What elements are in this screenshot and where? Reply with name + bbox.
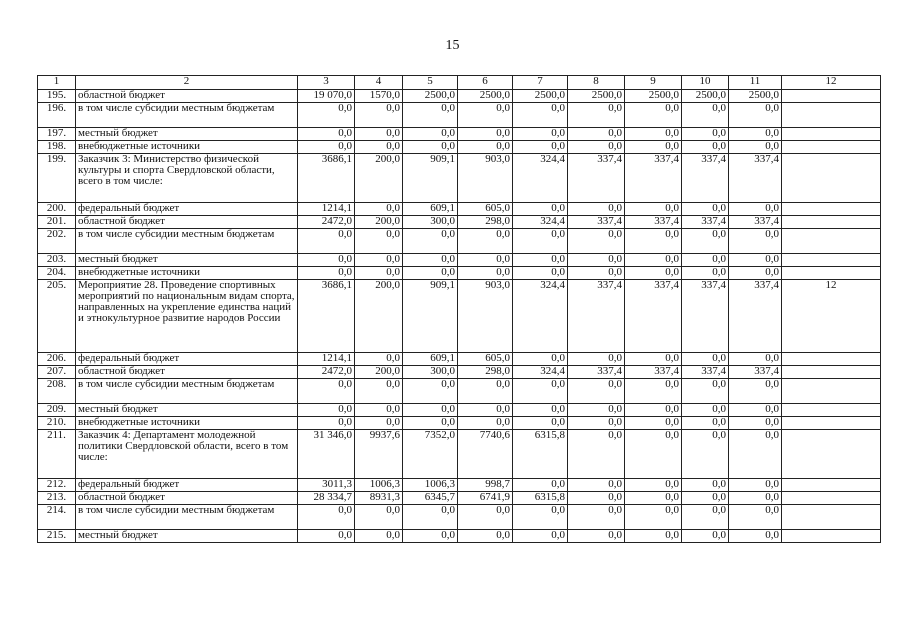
- cell-year-2018: 0,0: [568, 254, 625, 267]
- cell-year-2016: 0,0: [458, 417, 513, 430]
- table-row: [38, 216, 881, 229]
- cell-year-2014: 0,0: [355, 128, 403, 141]
- cell-year-2017: 0,0: [513, 229, 568, 254]
- cell-year-2018: 0,0: [568, 430, 625, 479]
- cell-year-2019: 0,0: [625, 103, 682, 128]
- cell-year-2017: 324,4: [513, 280, 568, 353]
- cell-target-ref: 12: [782, 280, 881, 353]
- cell-item-name: федеральный бюджет: [76, 353, 298, 366]
- cell-year-2016: 998,7: [458, 479, 513, 492]
- table-row: [38, 229, 881, 254]
- column-header-4: 4: [355, 76, 403, 90]
- cell-year-2020: 0,0: [682, 492, 729, 505]
- cell-year-2015: 609,1: [403, 353, 458, 366]
- cell-year-2021: 0,0: [729, 353, 782, 366]
- cell-total: 2472,0: [298, 366, 355, 379]
- cell-year-2016: 903,0: [458, 154, 513, 203]
- cell-year-2020: 0,0: [682, 353, 729, 366]
- cell-target-ref: [782, 267, 881, 280]
- cell-year-2018: 337,4: [568, 280, 625, 353]
- cell-year-2020: 2500,0: [682, 90, 729, 103]
- cell-year-2021: 0,0: [729, 417, 782, 430]
- table-row: [38, 353, 881, 366]
- cell-row-number: 202.: [38, 229, 76, 254]
- cell-year-2019: 0,0: [625, 505, 682, 530]
- cell-year-2018: 0,0: [568, 404, 625, 417]
- table-row: [38, 103, 881, 128]
- cell-year-2016: 0,0: [458, 379, 513, 404]
- cell-total: 3686,1: [298, 280, 355, 353]
- cell-year-2016: 0,0: [458, 103, 513, 128]
- cell-year-2019: 0,0: [625, 254, 682, 267]
- cell-year-2015: 0,0: [403, 267, 458, 280]
- cell-year-2016: 2500,0: [458, 90, 513, 103]
- cell-year-2014: 0,0: [355, 141, 403, 154]
- cell-year-2018: 337,4: [568, 366, 625, 379]
- cell-year-2016: 0,0: [458, 229, 513, 254]
- cell-year-2020: 337,4: [682, 216, 729, 229]
- cell-target-ref: [782, 505, 881, 530]
- cell-year-2016: 0,0: [458, 530, 513, 543]
- cell-year-2016: 0,0: [458, 267, 513, 280]
- cell-year-2017: 0,0: [513, 353, 568, 366]
- cell-year-2016: 0,0: [458, 404, 513, 417]
- cell-item-name: местный бюджет: [76, 254, 298, 267]
- cell-year-2019: 0,0: [625, 479, 682, 492]
- table-row: [38, 430, 881, 479]
- cell-year-2016: 0,0: [458, 141, 513, 154]
- cell-item-name: Заказчик 3: Министерство физической культуры и спорта Свердловской области, всего в том числе:: [76, 154, 298, 203]
- column-header-12: 12: [782, 76, 881, 90]
- cell-target-ref: [782, 530, 881, 543]
- cell-year-2015: 1006,3: [403, 479, 458, 492]
- table-row: [38, 530, 881, 543]
- cell-item-name: местный бюджет: [76, 530, 298, 543]
- cell-year-2015: 6345,7: [403, 492, 458, 505]
- cell-row-number: 209.: [38, 404, 76, 417]
- cell-year-2016: 0,0: [458, 128, 513, 141]
- cell-target-ref: [782, 492, 881, 505]
- cell-year-2014: 200,0: [355, 366, 403, 379]
- cell-year-2018: 0,0: [568, 267, 625, 280]
- column-header-11: 11: [729, 76, 782, 90]
- cell-year-2017: 324,4: [513, 154, 568, 203]
- cell-year-2014: 200,0: [355, 154, 403, 203]
- cell-year-2017: 0,0: [513, 379, 568, 404]
- table-row: [38, 505, 881, 530]
- table-row: [38, 154, 881, 203]
- cell-year-2015: 0,0: [403, 128, 458, 141]
- cell-year-2016: 6741,9: [458, 492, 513, 505]
- cell-year-2020: 0,0: [682, 229, 729, 254]
- cell-year-2014: 0,0: [355, 379, 403, 404]
- cell-item-name: в том числе субсидии местным бюджетам: [76, 379, 298, 404]
- cell-year-2018: 0,0: [568, 353, 625, 366]
- cell-year-2016: 298,0: [458, 216, 513, 229]
- cell-total: 0,0: [298, 229, 355, 254]
- table-row: [38, 267, 881, 280]
- cell-year-2019: 0,0: [625, 267, 682, 280]
- budget-table: [37, 75, 881, 543]
- table-row: [38, 479, 881, 492]
- cell-year-2020: 0,0: [682, 128, 729, 141]
- cell-year-2015: 300,0: [403, 216, 458, 229]
- cell-year-2021: 0,0: [729, 492, 782, 505]
- table-body: [38, 90, 881, 543]
- cell-year-2020: 0,0: [682, 203, 729, 216]
- cell-row-number: 207.: [38, 366, 76, 379]
- cell-year-2020: 0,0: [682, 254, 729, 267]
- cell-year-2017: 0,0: [513, 141, 568, 154]
- cell-year-2020: 0,0: [682, 430, 729, 479]
- cell-row-number: 204.: [38, 267, 76, 280]
- cell-year-2020: 0,0: [682, 267, 729, 280]
- cell-year-2017: 0,0: [513, 479, 568, 492]
- cell-year-2017: 0,0: [513, 103, 568, 128]
- cell-year-2015: 0,0: [403, 103, 458, 128]
- cell-year-2018: 0,0: [568, 229, 625, 254]
- cell-target-ref: [782, 353, 881, 366]
- table-row: [38, 90, 881, 103]
- cell-year-2021: 0,0: [729, 267, 782, 280]
- cell-item-name: в том числе субсидии местным бюджетам: [76, 505, 298, 530]
- cell-year-2020: 0,0: [682, 103, 729, 128]
- cell-year-2014: 1570,0: [355, 90, 403, 103]
- cell-year-2015: 0,0: [403, 254, 458, 267]
- cell-target-ref: [782, 90, 881, 103]
- cell-year-2019: 0,0: [625, 404, 682, 417]
- cell-year-2017: 324,4: [513, 216, 568, 229]
- cell-year-2021: 2500,0: [729, 90, 782, 103]
- cell-target-ref: [782, 141, 881, 154]
- cell-year-2020: 0,0: [682, 379, 729, 404]
- cell-year-2021: 0,0: [729, 379, 782, 404]
- cell-item-name: Мероприятие 28. Проведение спортивных мероприятий по национальным видам спорта, направленных на укрепление единства наций и этнокультурное развитие народов России: [76, 280, 298, 353]
- cell-year-2021: 0,0: [729, 229, 782, 254]
- cell-row-number: 213.: [38, 492, 76, 505]
- cell-year-2017: 0,0: [513, 203, 568, 216]
- cell-item-name: внебюджетные источники: [76, 417, 298, 430]
- cell-year-2017: 2500,0: [513, 90, 568, 103]
- cell-year-2015: 909,1: [403, 280, 458, 353]
- cell-year-2021: 0,0: [729, 404, 782, 417]
- cell-total: 0,0: [298, 103, 355, 128]
- cell-year-2014: 0,0: [355, 254, 403, 267]
- cell-year-2018: 2500,0: [568, 90, 625, 103]
- cell-year-2019: 337,4: [625, 280, 682, 353]
- cell-year-2018: 0,0: [568, 203, 625, 216]
- table-row: [38, 492, 881, 505]
- cell-total: 0,0: [298, 141, 355, 154]
- cell-year-2018: 0,0: [568, 505, 625, 530]
- cell-year-2021: 337,4: [729, 154, 782, 203]
- cell-row-number: 212.: [38, 479, 76, 492]
- cell-year-2016: 903,0: [458, 280, 513, 353]
- cell-row-number: 197.: [38, 128, 76, 141]
- column-header-6: 6: [458, 76, 513, 90]
- cell-year-2015: 0,0: [403, 530, 458, 543]
- cell-year-2016: 0,0: [458, 254, 513, 267]
- cell-item-name: областной бюджет: [76, 90, 298, 103]
- cell-year-2014: 1006,3: [355, 479, 403, 492]
- cell-year-2018: 0,0: [568, 379, 625, 404]
- cell-total: 0,0: [298, 530, 355, 543]
- table-row: [38, 404, 881, 417]
- cell-item-name: местный бюджет: [76, 404, 298, 417]
- cell-item-name: областной бюджет: [76, 492, 298, 505]
- cell-year-2015: 0,0: [403, 141, 458, 154]
- cell-row-number: 203.: [38, 254, 76, 267]
- cell-item-name: внебюджетные источники: [76, 267, 298, 280]
- cell-total: 0,0: [298, 254, 355, 267]
- cell-item-name: федеральный бюджет: [76, 203, 298, 216]
- cell-year-2015: 609,1: [403, 203, 458, 216]
- cell-item-name: внебюджетные источники: [76, 141, 298, 154]
- cell-year-2021: 0,0: [729, 254, 782, 267]
- cell-year-2017: 0,0: [513, 530, 568, 543]
- cell-year-2020: 0,0: [682, 505, 729, 530]
- cell-target-ref: [782, 103, 881, 128]
- cell-year-2016: 298,0: [458, 366, 513, 379]
- cell-year-2020: 0,0: [682, 404, 729, 417]
- cell-year-2018: 0,0: [568, 417, 625, 430]
- cell-year-2016: 0,0: [458, 505, 513, 530]
- cell-row-number: 208.: [38, 379, 76, 404]
- cell-total: 28 334,7: [298, 492, 355, 505]
- cell-year-2015: 7352,0: [403, 430, 458, 479]
- cell-row-number: 200.: [38, 203, 76, 216]
- cell-total: 3686,1: [298, 154, 355, 203]
- cell-year-2021: 0,0: [729, 479, 782, 492]
- cell-target-ref: [782, 479, 881, 492]
- cell-year-2017: 0,0: [513, 505, 568, 530]
- cell-year-2020: 0,0: [682, 417, 729, 430]
- cell-total: 2472,0: [298, 216, 355, 229]
- table-row: [38, 280, 881, 353]
- cell-year-2014: 200,0: [355, 280, 403, 353]
- cell-year-2019: 337,4: [625, 366, 682, 379]
- cell-year-2016: 605,0: [458, 353, 513, 366]
- table-row: [38, 417, 881, 430]
- cell-year-2015: 0,0: [403, 379, 458, 404]
- cell-year-2015: 0,0: [403, 417, 458, 430]
- cell-year-2015: 0,0: [403, 229, 458, 254]
- cell-year-2017: 0,0: [513, 267, 568, 280]
- cell-item-name: в том числе субсидии местным бюджетам: [76, 103, 298, 128]
- cell-target-ref: [782, 366, 881, 379]
- column-header-3: 3: [298, 76, 355, 90]
- cell-row-number: 214.: [38, 505, 76, 530]
- cell-target-ref: [782, 430, 881, 479]
- cell-year-2018: 0,0: [568, 103, 625, 128]
- cell-year-2019: 0,0: [625, 530, 682, 543]
- cell-year-2014: 0,0: [355, 353, 403, 366]
- cell-year-2020: 0,0: [682, 479, 729, 492]
- cell-target-ref: [782, 154, 881, 203]
- cell-year-2017: 0,0: [513, 404, 568, 417]
- cell-target-ref: [782, 417, 881, 430]
- cell-year-2021: 0,0: [729, 103, 782, 128]
- cell-target-ref: [782, 254, 881, 267]
- cell-year-2015: 2500,0: [403, 90, 458, 103]
- cell-year-2020: 337,4: [682, 154, 729, 203]
- cell-year-2019: 0,0: [625, 379, 682, 404]
- cell-year-2014: 0,0: [355, 505, 403, 530]
- cell-row-number: 201.: [38, 216, 76, 229]
- cell-year-2018: 0,0: [568, 530, 625, 543]
- cell-target-ref: [782, 203, 881, 216]
- cell-item-name: областной бюджет: [76, 216, 298, 229]
- cell-year-2017: 0,0: [513, 128, 568, 141]
- column-header-10: 10: [682, 76, 729, 90]
- cell-total: 3011,3: [298, 479, 355, 492]
- cell-year-2020: 337,4: [682, 366, 729, 379]
- cell-year-2015: 0,0: [403, 505, 458, 530]
- cell-row-number: 215.: [38, 530, 76, 543]
- cell-item-name: областной бюджет: [76, 366, 298, 379]
- cell-total: 31 346,0: [298, 430, 355, 479]
- cell-target-ref: [782, 379, 881, 404]
- cell-target-ref: [782, 216, 881, 229]
- cell-year-2018: 0,0: [568, 128, 625, 141]
- cell-row-number: 211.: [38, 430, 76, 479]
- cell-year-2021: 0,0: [729, 530, 782, 543]
- page-number: 15: [445, 38, 460, 53]
- cell-total: 0,0: [298, 267, 355, 280]
- cell-year-2021: 0,0: [729, 128, 782, 141]
- cell-year-2019: 0,0: [625, 229, 682, 254]
- cell-year-2015: 909,1: [403, 154, 458, 203]
- cell-total: 0,0: [298, 505, 355, 530]
- cell-year-2019: 337,4: [625, 154, 682, 203]
- cell-year-2021: 0,0: [729, 141, 782, 154]
- cell-year-2017: 0,0: [513, 417, 568, 430]
- cell-year-2015: 0,0: [403, 404, 458, 417]
- cell-year-2021: 0,0: [729, 203, 782, 216]
- table-row: [38, 141, 881, 154]
- cell-year-2017: 324,4: [513, 366, 568, 379]
- column-header-9: 9: [625, 76, 682, 90]
- cell-total: 0,0: [298, 404, 355, 417]
- table-row: [38, 203, 881, 216]
- cell-total: 0,0: [298, 128, 355, 141]
- cell-year-2020: 0,0: [682, 141, 729, 154]
- cell-total: 0,0: [298, 417, 355, 430]
- cell-year-2015: 300,0: [403, 366, 458, 379]
- cell-year-2018: 337,4: [568, 154, 625, 203]
- cell-year-2019: 337,4: [625, 216, 682, 229]
- cell-year-2019: 0,0: [625, 128, 682, 141]
- cell-total: 0,0: [298, 379, 355, 404]
- table-row: [38, 128, 881, 141]
- cell-year-2019: 0,0: [625, 430, 682, 479]
- cell-year-2019: 2500,0: [625, 90, 682, 103]
- cell-total: 1214,1: [298, 353, 355, 366]
- cell-row-number: 205.: [38, 280, 76, 353]
- cell-year-2014: 0,0: [355, 267, 403, 280]
- cell-year-2014: 0,0: [355, 404, 403, 417]
- cell-year-2019: 0,0: [625, 417, 682, 430]
- cell-year-2016: 605,0: [458, 203, 513, 216]
- cell-item-name: федеральный бюджет: [76, 479, 298, 492]
- cell-item-name: в том числе субсидии местным бюджетам: [76, 229, 298, 254]
- cell-year-2020: 0,0: [682, 530, 729, 543]
- cell-row-number: 195.: [38, 90, 76, 103]
- cell-year-2018: 0,0: [568, 141, 625, 154]
- column-header-1: 1: [38, 76, 76, 90]
- cell-year-2018: 337,4: [568, 216, 625, 229]
- cell-target-ref: [782, 128, 881, 141]
- cell-year-2014: 9937,6: [355, 430, 403, 479]
- column-header-8: 8: [568, 76, 625, 90]
- cell-year-2020: 337,4: [682, 280, 729, 353]
- cell-year-2018: 0,0: [568, 479, 625, 492]
- header-row: [38, 76, 881, 90]
- table-row: [38, 254, 881, 267]
- cell-target-ref: [782, 404, 881, 417]
- cell-target-ref: [782, 229, 881, 254]
- cell-year-2017: 6315,8: [513, 492, 568, 505]
- cell-year-2019: 0,0: [625, 492, 682, 505]
- cell-item-name: местный бюджет: [76, 128, 298, 141]
- cell-row-number: 199.: [38, 154, 76, 203]
- cell-year-2021: 0,0: [729, 430, 782, 479]
- column-header-2: 2: [76, 76, 298, 90]
- column-header-7: 7: [513, 76, 568, 90]
- cell-year-2021: 0,0: [729, 505, 782, 530]
- cell-year-2019: 0,0: [625, 203, 682, 216]
- cell-year-2014: 0,0: [355, 229, 403, 254]
- table-row: [38, 379, 881, 404]
- cell-year-2018: 0,0: [568, 492, 625, 505]
- cell-year-2017: 6315,8: [513, 430, 568, 479]
- cell-year-2021: 337,4: [729, 216, 782, 229]
- cell-item-name: Заказчик 4: Департамент молодежной политики Свердловской области, всего в том числе:: [76, 430, 298, 479]
- cell-year-2019: 0,0: [625, 353, 682, 366]
- cell-row-number: 196.: [38, 103, 76, 128]
- cell-row-number: 198.: [38, 141, 76, 154]
- cell-year-2016: 7740,6: [458, 430, 513, 479]
- table-row: [38, 366, 881, 379]
- cell-year-2021: 337,4: [729, 280, 782, 353]
- column-header-5: 5: [403, 76, 458, 90]
- cell-year-2017: 0,0: [513, 254, 568, 267]
- cell-year-2014: 8931,3: [355, 492, 403, 505]
- cell-year-2014: 0,0: [355, 103, 403, 128]
- cell-year-2014: 0,0: [355, 417, 403, 430]
- cell-year-2021: 337,4: [729, 366, 782, 379]
- cell-total: 19 070,0: [298, 90, 355, 103]
- cell-year-2014: 200,0: [355, 216, 403, 229]
- cell-row-number: 210.: [38, 417, 76, 430]
- cell-year-2014: 0,0: [355, 203, 403, 216]
- cell-row-number: 206.: [38, 353, 76, 366]
- cell-year-2014: 0,0: [355, 530, 403, 543]
- cell-year-2019: 0,0: [625, 141, 682, 154]
- cell-total: 1214,1: [298, 203, 355, 216]
